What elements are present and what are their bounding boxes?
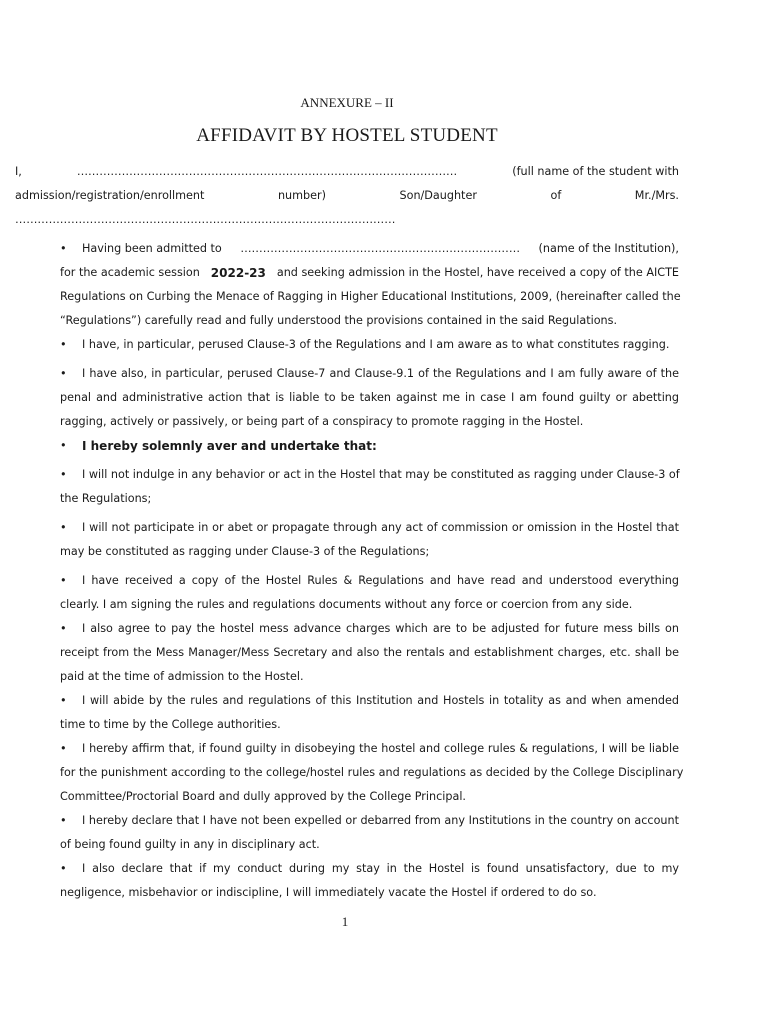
document-body [15,160,684,905]
clause-mess-charges [15,617,679,641]
bullet-icon: • [60,439,67,452]
clause-abide-rules [15,689,679,713]
bullet-icon: • [60,694,67,707]
clause-line: clearly. I am signing the rules and regulations documents without any force or coercion from any side. [60,598,633,611]
bullet-icon: • [60,622,67,635]
bullet-icon: • [60,521,67,534]
bullet-icon: • [60,338,67,351]
clause-clause3 [15,333,679,357]
clause-text: I will not participate in or abet or propagate through any act of commission or omission in the Hostel that [82,521,679,534]
bullet-icon: • [60,367,67,380]
student-name-blank: ………………………………………………………………………………………… [76,165,458,178]
clause-text: I also agree to pay the hostel mess advance charges which are to be adjusted for future mess bills on [82,622,679,635]
document-title: AFFIDAVIT BY HOSTEL STUDENT [196,125,498,146]
clause-text: Having been admitted to [82,242,222,255]
page-number: 1 [341,914,349,929]
intro-word: Son/Daughter [399,189,477,202]
clause-text: I will abide by the rules and regulations of this Institution and Hostels in totality as and when amended [82,694,679,707]
clause-clause7 [15,362,679,386]
bullet-icon: • [60,862,67,875]
clause-text: I have, in particular, perused Clause-3 of the Regulations and I am aware as to what constitutes ragging. [82,338,670,351]
clause-admission [15,237,679,261]
clause-text: I hereby declare that I have not been expelled or debarred from any Institutions in the country on account [82,814,679,827]
clause-line: Committee/Proctorial Board and dully approved by the College Principal. [60,790,466,803]
clause-no-ragging [15,463,679,487]
intro-prefix: I, [15,165,22,178]
intro-word: Mr./Mrs. [634,189,679,202]
clause-line [15,261,679,285]
clause-line: ragging, actively or passively, or being part of a conspiracy to promote ragging in the Hostel. [60,415,584,428]
intro-name-note: (full name of the student with [512,165,679,178]
clause-line: receipt from the Mess Manager/Mess Secretary and also the rentals and establishment charges, etc. shall be [60,646,679,659]
clause-liability [15,737,679,761]
clause-text: I hereby affirm that, if found guilty in disobeying the hostel and college rules & regulations, I will be liable [82,742,679,755]
clause-line: negligence, misbehavior or indiscipline, I will immediately vacate the Hostel if ordered to do so. [60,886,597,899]
clause-text: (name of the Institution), [538,242,679,255]
clause-line: penal and administrative action that is liable to be taken against me in case I am found guilty or abetting [60,391,679,404]
intro-word: of [550,189,562,202]
clause-line: “Regulations”) carefully read and fully understood the provisions contained in the said Regulations. [60,314,618,327]
clause-line: time to time by the College authorities. [60,718,281,731]
clause-vacate-hostel [15,857,679,881]
clause-rules-copy [15,569,679,593]
clause-line: paid at the time of admission to the Hostel. [60,670,304,683]
intro-line-2 [15,184,679,208]
undertaking-heading: I hereby solemnly aver and undertake that: [82,439,377,453]
bullet-icon: • [60,574,67,587]
clause-line: the Regulations; [60,492,152,505]
clause-text: I have also, in particular, perused Clause-7 and Clause-9.1 of the Regulations and I am fully aware of the [82,367,679,380]
parent-name-blank: ………………………………………………………………………………………… [15,213,396,226]
academic-session: 2022-23 [210,266,266,280]
intro-line-1 [15,160,679,184]
clause-line: Regulations on Curbing the Menace of Ragging in Higher Educational Institutions, 2009, (hereinafter called the [60,290,681,303]
clause-line: of being found guilty in any in disciplinary act. [60,838,320,851]
clause-line: may be constituted as ragging under Clause-3 of the Regulations; [60,545,430,558]
intro-word: admission/registration/enrollment [15,189,205,202]
annexure-heading: ANNEXURE – II [300,95,394,110]
intro-word: number) [277,189,326,202]
bullet-icon: • [60,468,67,481]
institution-name-blank: ………………………………………………………………… [240,242,520,255]
bullet-icon: • [60,242,67,255]
clause-line: for the punishment according to the college/hostel rules and regulations as decided by the College Disciplinary [60,766,684,779]
clause-undertaking [15,434,679,458]
clause-text: I have received a copy of the Hostel Rules & Regulations and have read and understood everything [82,574,679,587]
clause-text: and seeking admission in the Hostel, have received a copy of the AICTE [276,266,679,279]
clause-not-expelled [15,809,679,833]
clause-no-abet [15,516,679,540]
clause-text: I will not indulge in any behavior or act in the Hostel that may be constituted as ragging under Clause-3 of [82,468,680,481]
bullet-icon: • [60,814,67,827]
bullet-icon: • [60,742,67,755]
clause-text: for the academic session [60,266,200,279]
clause-text: I also declare that if my conduct during my stay in the Hostel is found unsatisfactory, due to my [82,862,679,875]
